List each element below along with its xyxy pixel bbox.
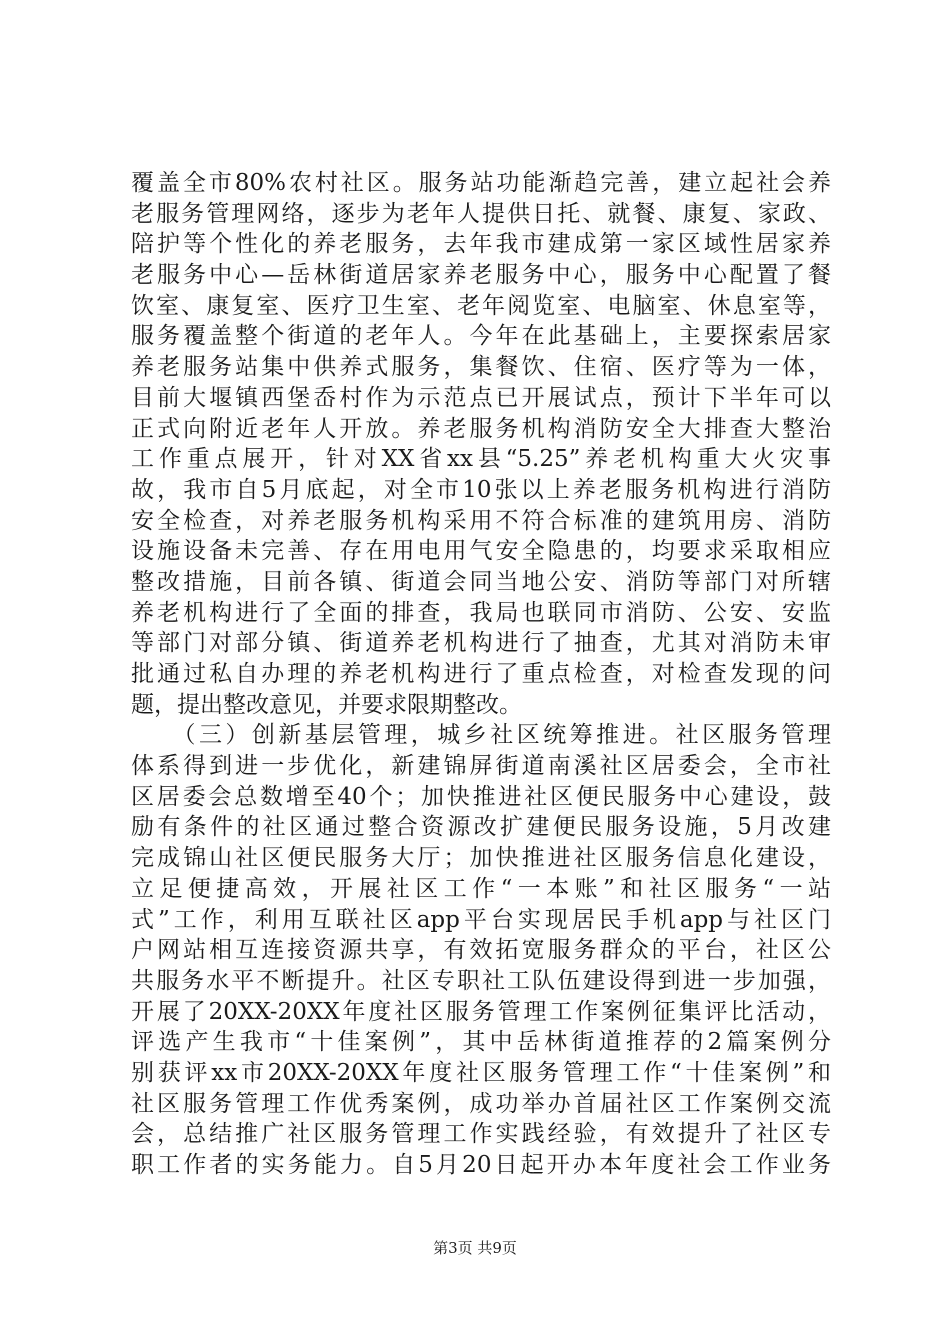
text-line: 共服务水平不断提升。社区专职社工队伍建设得到进一步加强， <box>131 967 831 994</box>
text-line: 老服务管理网络，逐步为老年人提供日托、就餐、康复、家政、 <box>131 200 831 227</box>
text-line: 开展了20XX-20XX年度社区服务管理工作案例征集评比活动， <box>131 998 831 1025</box>
page-number-label: 第3页 共9页 <box>433 1239 517 1257</box>
text-line: 会，总结推广社区服务管理工作实践经验，有效提升了社区专 <box>131 1121 831 1148</box>
text-line: 设施设备未完善、存在用电用气安全隐患的，均要求采取相应 <box>131 538 831 565</box>
text-line: 养老机构进行了全面的排查，我局也联同市消防、公安、安监 <box>131 599 831 626</box>
text-line: 养老服务站集中供养式服务，集餐饮、住宿、医疗等为一体， <box>131 354 831 381</box>
text-line: 题，提出整改意见，并要求限期整改。 <box>131 691 522 718</box>
text-line: 饮室、康复室、医疗卫生室、老年阅览室、电脑室、休息室等， <box>131 292 831 319</box>
text-line: 社区服务管理工作优秀案例，成功举办首届社区工作案例交流 <box>131 1090 831 1117</box>
page-footer <box>0 1237 950 1258</box>
text-line: 体系得到进一步优化，新建锦屏街道南溪社区居委会，全市社 <box>131 753 831 780</box>
text-line: 别获评xx市20XX-20XX年度社区服务管理工作“十佳案例”和 <box>131 1059 831 1086</box>
text-line: （三）创新基层管理，城乡社区统筹推进。社区服务管理 <box>131 722 831 749</box>
text-line: 批通过私自办理的养老机构进行了重点检查，对检查发现的问 <box>131 661 831 687</box>
text-line: 正式向附近老年人开放。养老服务机构消防安全大排查大整治 <box>131 415 831 442</box>
text-line: 老服务中心—岳林街道居家养老服务中心，服务中心配置了餐 <box>131 262 831 289</box>
text-line: 安全检查，对养老服务机构采用不符合标准的建筑用房、消防 <box>131 507 831 534</box>
text-line: 区居委会总数增至40个；加快推进社区便民服务中心建设，鼓 <box>131 783 831 810</box>
text-line: 工作重点展开，针对XX省xx县“5.25”养老机构重大火灾事 <box>131 446 831 473</box>
text-line: 立足便捷高效，开展社区工作“一本账”和社区服务“一站 <box>131 875 831 902</box>
text-line: 服务覆盖整个街道的老年人。今年在此基础上，主要探索居家 <box>131 323 831 350</box>
text-line: 户网站相互连接资源共享，有效拓宽服务群众的平台，社区公 <box>131 937 831 964</box>
body-text <box>131 168 831 1181</box>
text-line: 完成锦山社区便民服务大厅；加快推进社区服务信息化建设， <box>131 845 831 872</box>
text-line: 等部门对部分镇、街道养老机构进行了抽查，尤其对消防未审 <box>131 630 831 657</box>
text-line: 故，我市自5月底起，对全市10张以上养老服务机构进行消防 <box>131 476 831 503</box>
text-line: 目前大堰镇西堡岙村作为示范点已开展试点，预计下半年可以 <box>131 384 831 411</box>
text-line: 评选产生我市“十佳案例”，其中岳林街道推荐的2篇案例分 <box>131 1029 831 1056</box>
text-line: 陪护等个性化的养老服务，去年我市建成第一家区域性居家养 <box>131 231 831 258</box>
text-line: 职工作者的实务能力。自5月20日起开办本年度社会工作业务 <box>131 1152 831 1178</box>
text-line: 覆盖全市80%农村社区。服务站功能渐趋完善，建立起社会养 <box>131 170 831 196</box>
text-line: 式”工作，利用互联社区app平台实现居民手机app与社区门 <box>131 906 831 933</box>
text-line: 励有条件的社区通过整合资源改扩建便民服务设施，5月改建 <box>131 814 831 841</box>
text-line: 整改措施，目前各镇、街道会同当地公安、消防等部门对所辖 <box>131 568 831 595</box>
